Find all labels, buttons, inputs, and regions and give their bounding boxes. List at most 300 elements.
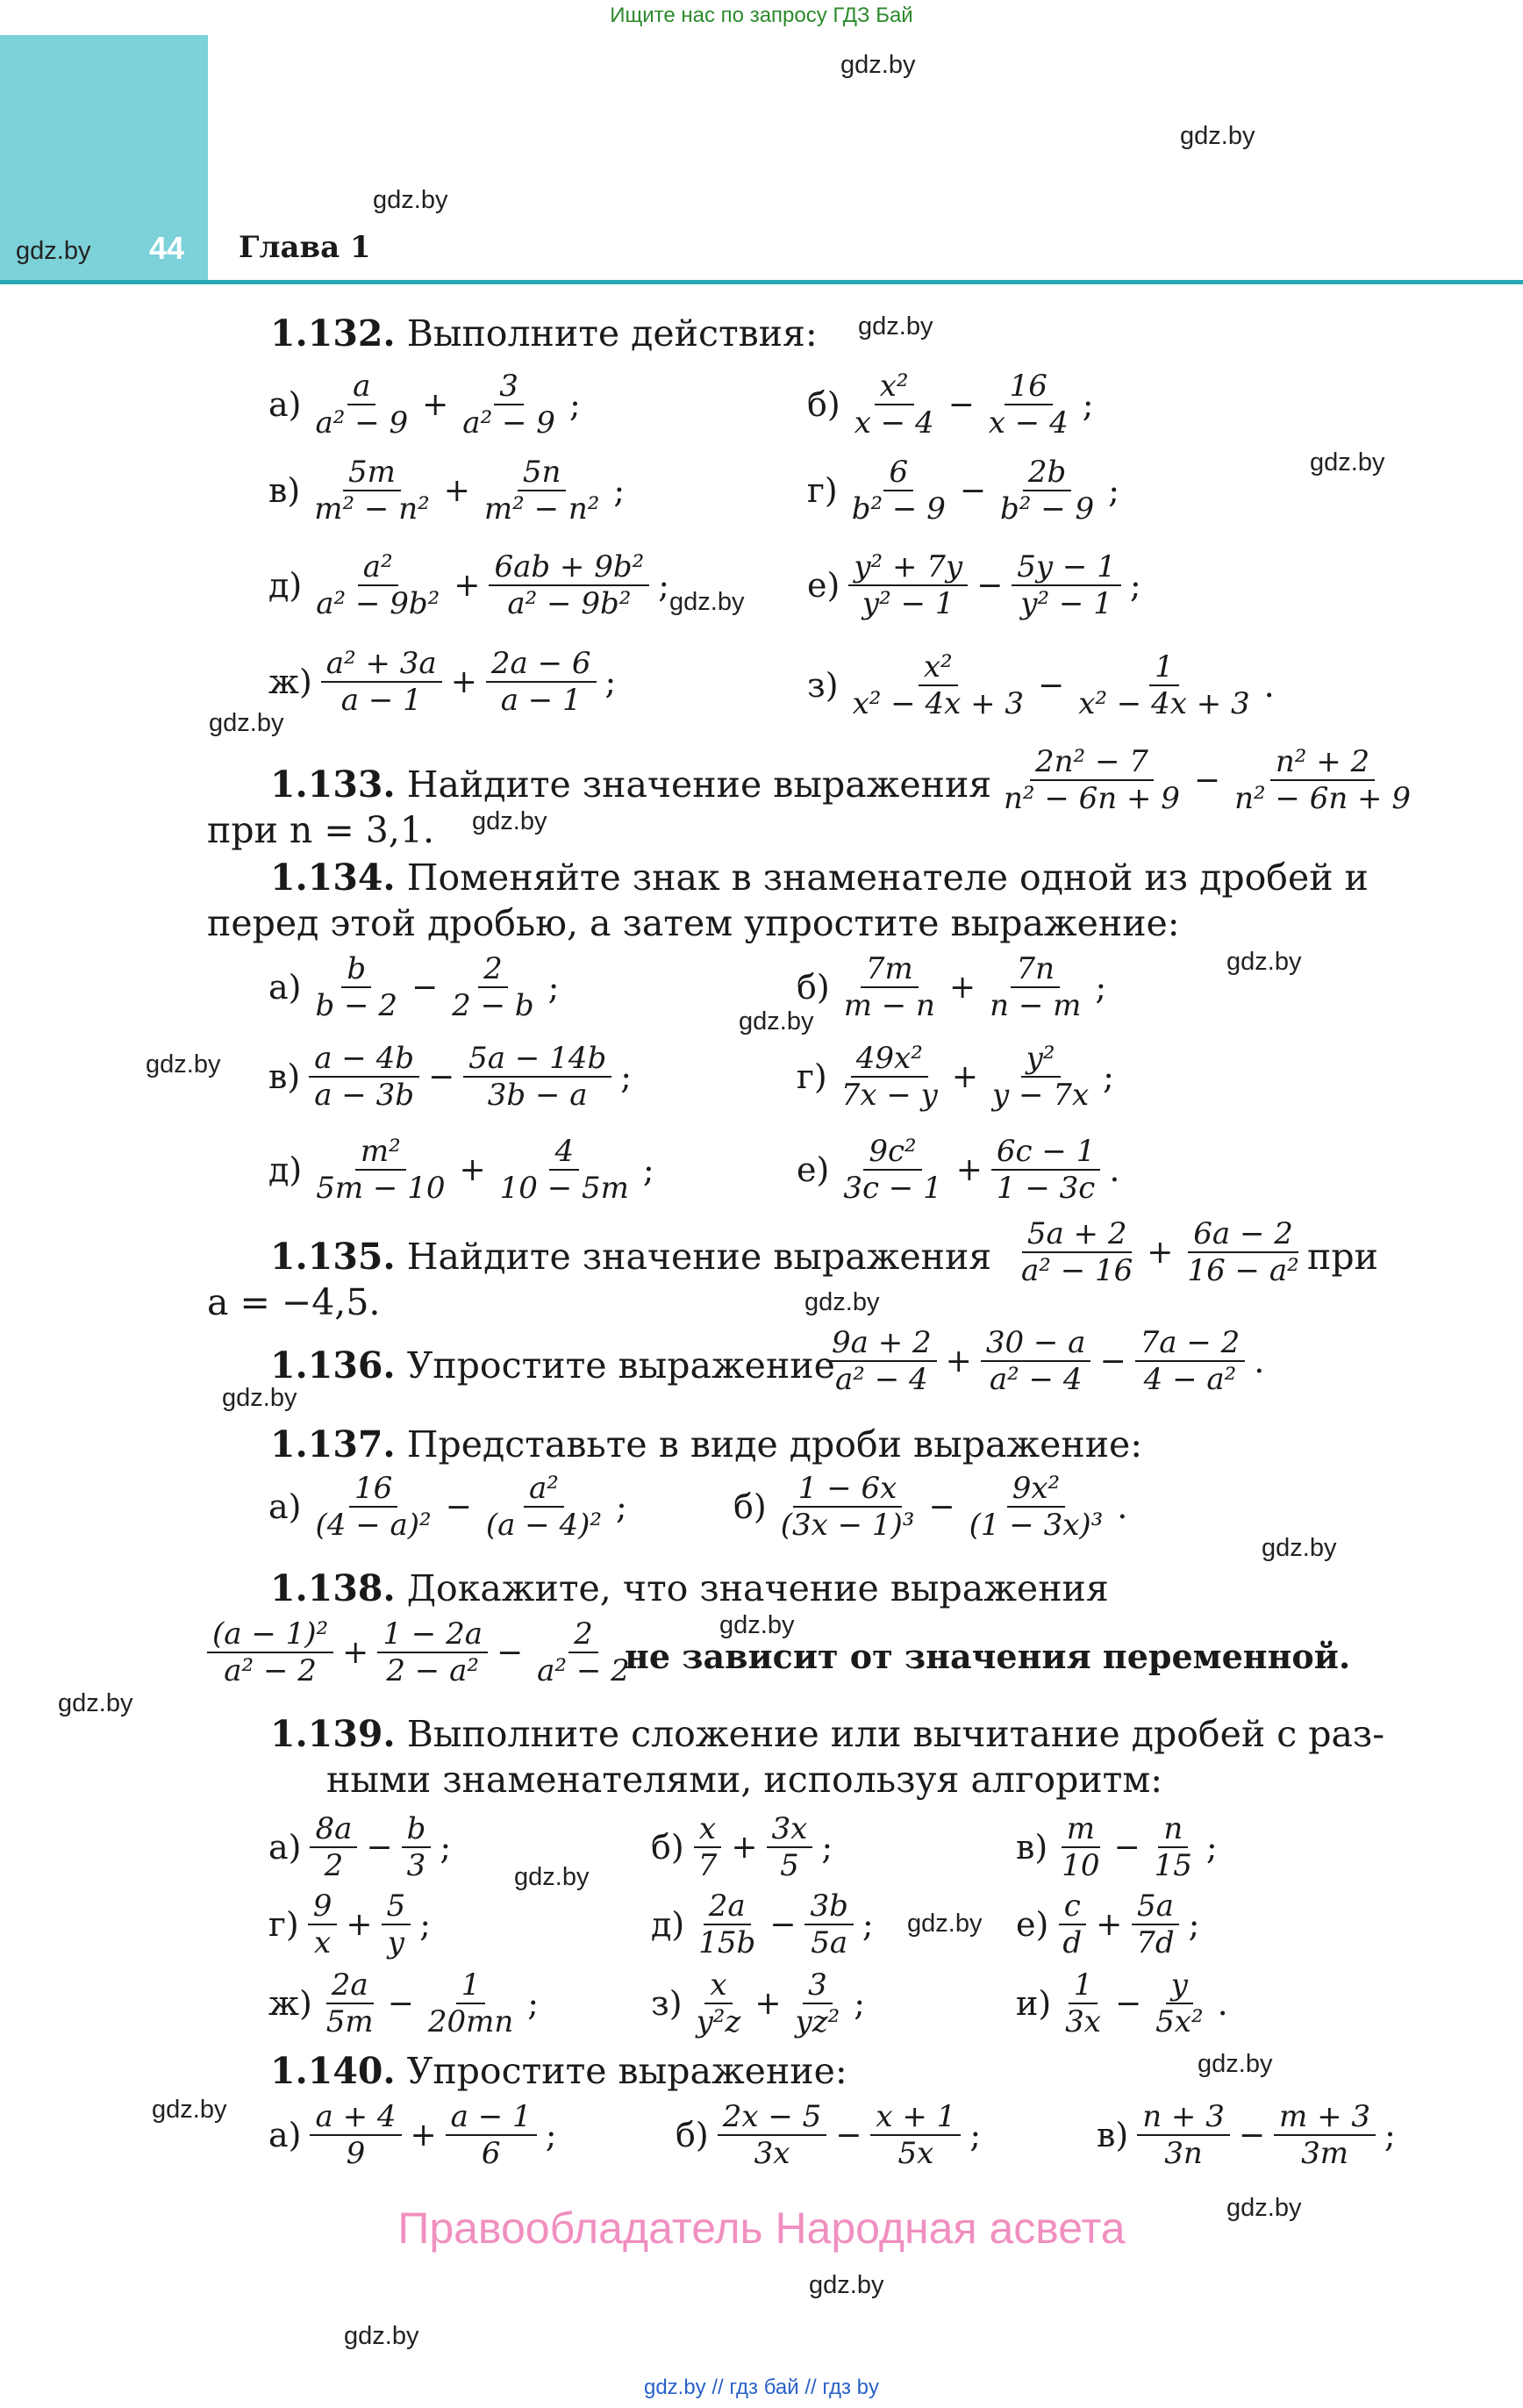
numerator: a − 4b — [309, 1041, 419, 1078]
punctuation: ; — [545, 2116, 557, 2154]
watermark: gdz.by — [739, 1007, 814, 1036]
denominator: 7x − y — [840, 1078, 938, 1113]
numerator: 1 − 2a — [377, 1616, 488, 1653]
denominator: 1 − 3c — [996, 1171, 1096, 1206]
numerator: n + 3 — [1137, 2099, 1230, 2136]
operator: − — [1114, 1985, 1142, 2022]
numerator: a − 1 — [446, 2099, 537, 2136]
denominator: 7 — [697, 1848, 718, 1883]
item-label: а) — [268, 968, 302, 1007]
operator: − — [445, 1488, 472, 1525]
fraction — [984, 951, 1086, 1023]
fraction — [848, 549, 968, 621]
denominator: (4 − a)² — [315, 1508, 432, 1543]
fraction — [495, 1134, 634, 1206]
operator: + — [1096, 1906, 1123, 1943]
item-label: и) — [1016, 1984, 1052, 2023]
denominator: 16 − a² — [1187, 1253, 1299, 1288]
exercise-1-132-d — [268, 549, 669, 621]
denominator: a² − 4 — [989, 1362, 1083, 1397]
denominator: 7d — [1136, 1925, 1175, 1960]
denominator: a² − 9 — [315, 405, 409, 441]
watermark: gdz.by — [809, 2271, 884, 2299]
item-label: з) — [807, 666, 839, 705]
denominator: a − 1 — [500, 683, 582, 718]
denominator: a² − 9b² — [507, 586, 632, 621]
numerator: 9 — [308, 1888, 338, 1925]
fraction — [310, 369, 413, 441]
exercise-1-132-z — [807, 649, 1275, 721]
item-label: д) — [268, 1150, 303, 1189]
numerator: m + 3 — [1274, 2099, 1376, 2136]
exercise-1-139-d — [651, 1888, 874, 1960]
watermark: gdz.by — [58, 1689, 133, 1717]
denominator: 5x — [897, 2136, 934, 2171]
item-label: е) — [807, 566, 840, 605]
punctuation: ; — [527, 1984, 540, 2023]
item-label: б) — [733, 1487, 767, 1526]
denominator: 5m − 10 — [316, 1171, 446, 1206]
denominator: 15 — [1154, 1848, 1192, 1883]
operator: − — [835, 2117, 862, 2154]
fraction — [1229, 744, 1416, 816]
punctuation: ; — [613, 471, 626, 510]
denominator: b² − 9 — [851, 491, 946, 527]
fraction — [1060, 1967, 1106, 2039]
numerator: b — [402, 1811, 432, 1848]
fraction — [983, 369, 1074, 441]
exercise-1-134-e — [797, 1134, 1119, 1206]
item-label: в) — [1016, 1828, 1048, 1867]
denominator: 5 — [780, 1848, 799, 1883]
denominator: y — [387, 1925, 404, 1960]
fraction — [402, 1811, 432, 1883]
operator: + — [459, 1151, 486, 1188]
exercise-text: Упростите выражение — [406, 1344, 835, 1387]
denominator: 5m — [325, 2004, 374, 2039]
numerator: 4 — [549, 1134, 579, 1171]
punctuation: . — [1263, 666, 1275, 705]
operator: − — [496, 1634, 524, 1671]
numerator: b — [341, 951, 371, 988]
numerator: 2a — [326, 1967, 374, 2004]
exercise-text: Найдите значение выражения — [406, 763, 992, 806]
punctuation: ; — [854, 1984, 866, 2023]
chapter-title: Глава 1 — [239, 230, 371, 265]
exercise-1-138-heading — [270, 1566, 1109, 1611]
item-label: а) — [268, 1828, 302, 1867]
watermark: gdz.by — [472, 807, 547, 835]
punctuation: ; — [969, 2116, 982, 2154]
operator: − — [366, 1829, 393, 1866]
watermark: gdz.by — [719, 1611, 795, 1639]
item-label: а) — [268, 2116, 302, 2154]
exercise-1-132-g — [807, 455, 1119, 527]
exercise-number: 1.136. — [270, 1344, 396, 1387]
operator: − — [1193, 762, 1221, 799]
punctuation: ; — [620, 1057, 633, 1096]
exercise-1-134-line2: перед этой дробью, а затем упростите выражение: — [207, 902, 1180, 944]
fraction — [382, 1888, 411, 1960]
fraction — [1149, 1811, 1198, 1883]
numerator: 8a — [310, 1811, 357, 1848]
watermark: gdz.by — [146, 1050, 221, 1079]
operator: + — [731, 1829, 758, 1866]
punctuation: . — [1217, 1984, 1228, 2023]
exercise-number: 1.134. — [270, 856, 396, 899]
exercise-number: 1.138. — [270, 1567, 396, 1609]
fraction — [310, 951, 403, 1023]
numerator: 5 — [382, 1888, 411, 1925]
operator: + — [948, 969, 976, 1006]
punctuation: ; — [1082, 385, 1094, 424]
denominator: 20mn — [427, 2004, 514, 2039]
operator: − — [1099, 1343, 1126, 1380]
denominator: m² − n² — [314, 491, 430, 527]
denominator: (a − 4)² — [485, 1508, 602, 1543]
watermark: gdz.by — [373, 186, 448, 214]
exercise-1-140-heading — [270, 2048, 847, 2094]
exercise-1-139-line2: ными знаменателями, используя алгоритм: — [326, 1759, 1163, 1801]
denominator: x − 4 — [854, 405, 934, 441]
numerator: x + 1 — [870, 2099, 961, 2136]
item-label: е) — [797, 1150, 830, 1189]
denominator: a² − 16 — [1021, 1253, 1133, 1288]
numerator: 5a − 14b — [463, 1041, 611, 1078]
fraction — [311, 1134, 450, 1206]
fraction — [836, 1041, 943, 1113]
watermark: gdz.by — [16, 237, 91, 265]
numerator: 6ab + 9b² — [489, 549, 649, 586]
exercise-1-139-g — [268, 1888, 431, 1960]
denominator: x² − 4x + 3 — [1078, 686, 1250, 721]
denominator: a − 3b — [314, 1078, 414, 1113]
exercise-1-139-v — [1016, 1811, 1218, 1883]
watermark: gdz.by — [1262, 1534, 1337, 1562]
exercise-number: 1.133. — [270, 763, 396, 806]
fraction — [321, 646, 442, 718]
operator: + — [342, 1634, 369, 1671]
exercise-1-137-b — [733, 1471, 1127, 1543]
operator: + — [1147, 1234, 1174, 1271]
numerator: 6a − 2 — [1188, 1216, 1298, 1253]
fraction — [981, 1325, 1091, 1397]
denominator: 6 — [481, 2136, 501, 2171]
fraction — [457, 369, 561, 441]
exercise-number: 1.137. — [270, 1423, 396, 1466]
numerator: m² — [355, 1134, 406, 1171]
fraction — [377, 1616, 488, 1688]
fraction — [693, 1811, 723, 1883]
numerator: m — [1062, 1811, 1100, 1848]
fraction — [847, 455, 951, 527]
denominator: d — [1062, 1925, 1083, 1960]
numerator: 16 — [349, 1471, 397, 1508]
numerator: y² + 7y — [848, 549, 968, 586]
punctuation: ; — [419, 1905, 431, 1944]
exercise-1-133-heading — [270, 762, 991, 807]
fraction — [308, 1888, 338, 1960]
exercise-text: Поменяйте знак в знаменателе одной из дробей и — [406, 856, 1369, 899]
numerator: 2x − 5 — [718, 2099, 827, 2136]
fraction — [1016, 1216, 1138, 1288]
operator: + — [346, 1906, 373, 1943]
item-label: а) — [268, 1487, 302, 1526]
numerator: 5n — [518, 455, 567, 491]
item-label: д) — [268, 566, 303, 605]
numerator: 5a + 2 — [1022, 1216, 1133, 1253]
fraction — [838, 1134, 947, 1206]
fraction — [311, 549, 445, 621]
numerator: 3 — [494, 369, 524, 405]
punctuation: ; — [604, 663, 617, 701]
denominator: 9 — [346, 2136, 366, 2171]
operator: + — [450, 663, 477, 700]
exercise-1-135-expression — [1016, 1216, 1305, 1288]
fraction — [839, 951, 940, 1023]
numerator: a — [347, 369, 375, 405]
exercise-1-140-a — [268, 2099, 557, 2171]
fraction — [849, 369, 940, 441]
denominator: 5a — [811, 1925, 848, 1960]
numerator: 5a — [1132, 1888, 1179, 1925]
numerator: 49x² — [851, 1041, 928, 1078]
exercise-1-140-v — [1097, 2099, 1396, 2171]
numerator: 7m — [861, 951, 919, 988]
denominator: n − m — [990, 988, 1082, 1023]
fraction — [423, 1967, 518, 2039]
exercise-1-134-d — [268, 1134, 654, 1206]
item-label: б) — [651, 1828, 684, 1867]
fraction — [309, 1041, 419, 1113]
numerator: 1 − 6x — [793, 1471, 903, 1508]
punctuation: . — [1117, 1487, 1128, 1526]
exercise-number: 1.140. — [270, 2050, 396, 2092]
exercise-1-137-a — [268, 1471, 627, 1543]
numerator: 2 — [478, 951, 508, 988]
fraction — [321, 1967, 379, 2039]
fraction — [1057, 1888, 1087, 1960]
numerator: 1 — [1149, 649, 1179, 686]
watermark: gdz.by — [804, 1288, 880, 1316]
numerator: x — [704, 1967, 732, 2004]
operator: − — [928, 1488, 955, 1525]
denominator: y² − 1 — [1020, 586, 1112, 621]
denominator: 3x — [754, 2136, 790, 2171]
exercise-1-136-heading — [270, 1343, 835, 1388]
fraction — [1274, 2099, 1376, 2171]
watermark: gdz.by — [1310, 448, 1385, 477]
watermark: gdz.by — [1226, 2194, 1302, 2222]
fraction — [1182, 1216, 1304, 1288]
fraction — [693, 1888, 761, 1960]
exercise-text: Выполните действия: — [406, 312, 818, 355]
denominator: 15b — [698, 1925, 756, 1960]
exercise-text: Упростите выражение: — [406, 2050, 847, 2092]
exercise-1-136-expression — [826, 1325, 1264, 1397]
exercise-1-132-a — [268, 369, 581, 441]
punctuation: ; — [440, 1828, 452, 1867]
operator: + — [945, 1343, 972, 1380]
denominator: a − 1 — [340, 683, 422, 718]
fraction — [718, 2099, 827, 2171]
denominator: 3 — [406, 1848, 426, 1883]
denominator: 5x² — [1155, 2004, 1204, 2039]
denominator: 2 − b — [452, 988, 534, 1023]
exercise-1-139-zh — [268, 1967, 539, 2039]
punctuation: ; — [1384, 2116, 1396, 2154]
numerator: a² + 3a — [321, 646, 442, 683]
denominator: 4 − a² — [1143, 1362, 1237, 1397]
exercise-1-134-a — [268, 951, 559, 1023]
exercise-text: Найдите значение выражения — [406, 1236, 992, 1278]
punctuation: ; — [616, 1487, 627, 1526]
exercise-text: Представьте в виде дроби выражение: — [406, 1423, 1143, 1466]
exercise-1-138-expression — [207, 1616, 635, 1688]
numerator: 2a — [704, 1888, 751, 1925]
denominator: a² − 2 — [224, 1653, 317, 1688]
numerator: 3 — [803, 1967, 833, 2004]
fraction — [1012, 549, 1121, 621]
numerator: 2b — [1023, 455, 1071, 491]
exercise-text: Докажите, что значение выражения — [406, 1567, 1109, 1609]
exercise-1-139-z — [651, 1967, 865, 2039]
watermark: gdz.by — [1226, 948, 1302, 976]
item-label: ж) — [268, 663, 312, 701]
numerator: c — [1059, 1888, 1086, 1925]
exercise-1-139-i — [1016, 1967, 1228, 2039]
operator: − — [959, 472, 987, 509]
watermark: gdz.by — [907, 1910, 983, 1938]
exercise-1-132-v — [268, 455, 625, 527]
watermark: gdz.by — [858, 312, 933, 340]
fraction — [310, 1811, 357, 1883]
item-label: г) — [807, 471, 838, 510]
fraction — [847, 649, 1029, 721]
denominator: x − 4 — [988, 405, 1069, 441]
watermark: gdz.by — [344, 2322, 419, 2350]
operator: + — [955, 1151, 983, 1188]
exercise-1-134-g — [797, 1041, 1114, 1113]
denominator: 10 − 5m — [499, 1171, 629, 1206]
denominator: 3x — [1065, 2004, 1101, 2039]
numerator: 6c − 1 — [991, 1134, 1100, 1171]
fraction — [481, 1471, 607, 1543]
denominator: a² − 2 — [537, 1653, 630, 1688]
item-label: в) — [268, 471, 301, 510]
numerator: 1 — [456, 1967, 486, 2004]
numerator: 5m — [343, 455, 401, 491]
exercise-1-132-e — [807, 549, 1141, 621]
punctuation: ; — [547, 968, 560, 1007]
numerator: x² — [919, 649, 958, 686]
watermark: gdz.by — [514, 1863, 590, 1891]
exercise-1-139-heading — [270, 1711, 1384, 1757]
watermark: gdz.by — [840, 51, 916, 79]
operator: + — [951, 1058, 979, 1095]
denominator: b − 2 — [315, 988, 397, 1023]
exercise-1-134-b — [797, 951, 1106, 1023]
numerator: a² — [524, 1471, 564, 1508]
denominator: 3c − 1 — [843, 1171, 942, 1206]
numerator: y² — [1021, 1041, 1061, 1078]
denominator: x — [313, 1925, 332, 1960]
operator: − — [769, 1906, 797, 1943]
punctuation: . — [1254, 1342, 1265, 1380]
fraction — [479, 455, 605, 527]
fraction — [489, 549, 649, 621]
exercise-1-140-b — [676, 2099, 981, 2171]
operator: + — [410, 2117, 437, 2154]
fraction — [310, 1471, 436, 1543]
denominator: y²z — [696, 2004, 741, 2039]
fraction — [207, 1616, 333, 1688]
numerator: x² — [875, 369, 914, 405]
numerator: 30 − a — [981, 1325, 1091, 1362]
operator: + — [422, 386, 449, 423]
numerator: 6 — [883, 455, 913, 491]
punctuation: ; — [1103, 1057, 1114, 1096]
punctuation: ; — [568, 385, 581, 424]
denominator: 2 — [324, 1848, 344, 1883]
denominator: a² − 9 — [462, 405, 555, 441]
fraction — [964, 1471, 1109, 1543]
denominator: (3x − 1)³ — [780, 1508, 915, 1543]
operator: − — [387, 1985, 414, 2022]
exercise-1-139-b — [651, 1811, 833, 1883]
top-link[interactable]: Ищите нас по запросу ГДЗ Бай — [610, 4, 913, 27]
exercise-1-133-line2: при n = 3,1. — [207, 809, 434, 851]
punctuation: ; — [1205, 1828, 1218, 1867]
exercise-1-133-expression — [998, 744, 1416, 816]
watermark: gdz.by — [1180, 122, 1255, 150]
numerator: 9x² — [1007, 1471, 1065, 1508]
watermark: gdz.by — [669, 588, 745, 616]
numerator: a + 4 — [310, 2099, 401, 2136]
fraction — [1150, 1967, 1208, 2039]
fraction — [991, 1134, 1100, 1206]
header-rule — [0, 280, 1523, 284]
operator: − — [428, 1058, 455, 1095]
numerator: a² — [358, 549, 398, 586]
fraction — [804, 1888, 853, 1960]
item-label: а) — [268, 385, 302, 424]
item-label: г) — [268, 1905, 299, 1944]
exercise-1-138-after: не зависит от значения переменной. — [625, 1637, 1351, 1676]
denominator: 3b − a — [487, 1078, 588, 1113]
denominator: m − n — [843, 988, 935, 1023]
numerator: 9c² — [863, 1134, 921, 1171]
operator: + — [454, 567, 481, 604]
denominator: a² − 4 — [835, 1362, 928, 1397]
numerator: 3b — [804, 1888, 853, 1925]
item-label: б) — [676, 2116, 709, 2154]
bottom-link[interactable]: gdz.by // гдз бай // гдз by — [643, 2376, 880, 2399]
punctuation: ; — [1095, 968, 1107, 1007]
numerator: 5y − 1 — [1012, 549, 1121, 586]
operator: + — [754, 1985, 782, 2022]
numerator: n² + 2 — [1270, 744, 1375, 781]
fraction — [447, 951, 540, 1023]
fraction — [1056, 1811, 1105, 1883]
exercise-1-132-b — [807, 369, 1094, 441]
denominator: y − 7x — [992, 1078, 1090, 1113]
exercise-1-139-e — [1016, 1888, 1199, 1960]
punctuation: ; — [658, 566, 670, 605]
watermark: gdz.by — [152, 2096, 227, 2124]
item-label: ж) — [268, 1984, 312, 2023]
fraction — [309, 455, 435, 527]
